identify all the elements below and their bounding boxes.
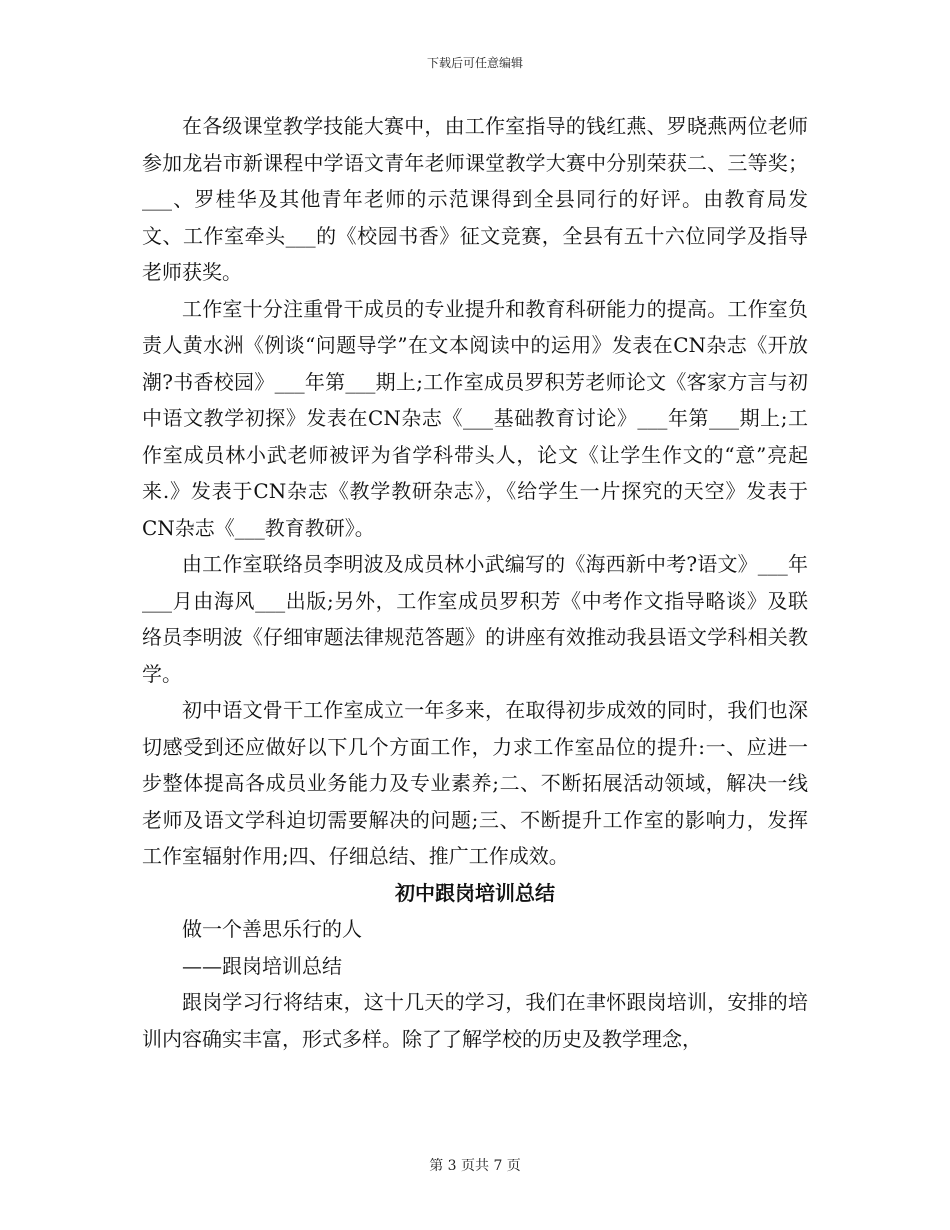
page-header-note: 下载后可任意编辑 <box>426 56 523 70</box>
subtitle-line: 做一个善思乐行的人 <box>182 917 362 941</box>
section-title: 初中跟岗培训总结 <box>395 880 555 905</box>
page-footer-number: 第 3 页共 7 页 <box>429 1158 521 1174</box>
paragraph-training-intro: 跟岗学习行将结束，这十几天的学习，我们在聿怀跟岗培训，安排的培训内容确实丰富，形式多样。除了了解学校的历史及教学理念， <box>142 990 808 1051</box>
paragraph-future-work: 初中语文骨干工作室成立一年多来，在取得初步成效的同时，我们也深切感受到还应做好以下几个方面工作，力求工作室品位的提升:一、应进一步整体提高各成员业务能力及专业素养;二、不断拓展活动领域，解决一线老师及语文学科迫切需要解决的问题;三、不断提升工作室的影响力，发挥工作室辐射作用;四、仔细总结、推广工作成效。 <box>142 698 808 868</box>
subtitle-dash-line: ——跟岗培训总结 <box>182 953 342 978</box>
document-body <box>142 108 808 1057</box>
paragraph-research-publications: 工作室十分注重骨干成员的专业提升和教育科研能力的提高。工作室负责人黄水洲《例谈“问题导学”在文本阅读中的运用》发表在CN杂志《开放潮?书香校园》___年第___期上;工作室成员罗积芳老师论文《客家方言与初中语文教学初探》发表在CN杂志《___基础教育讨论》___年第___期上;工作室成员林小武老师被评为省学科带头人，论文《让学生作文的“意”亮起来.》发表于CN杂志《教学教研杂志》，《给学生一片探究的天空》发表于CN杂志《___教育教研》。 <box>142 296 808 540</box>
paragraph-competition-awards: 在各级课堂教学技能大赛中，由工作室指导的钱红燕、罗晓燕两位老师参加龙岩市新课程中学语文青年老师课堂教学大赛中分别荣获二、三等奖；___、罗桂华及其他青年老师的示范课得到全县同行的好评。由教育局发文、工作室牵头___的《校园书香》征文竞赛，全县有五十六位同学及指导老师获奖。 <box>142 114 808 284</box>
paragraph-book-and-lectures: 由工作室联络员李明波及成员林小武编写的《海西新中考?语文》___年___月由海风___出版;另外，工作室成员罗积芳《中考作文指导略谈》及联络员李明波《仔细审题法律规范答题》的讲座有效推动我县语文学科相关教学。 <box>142 552 808 686</box>
